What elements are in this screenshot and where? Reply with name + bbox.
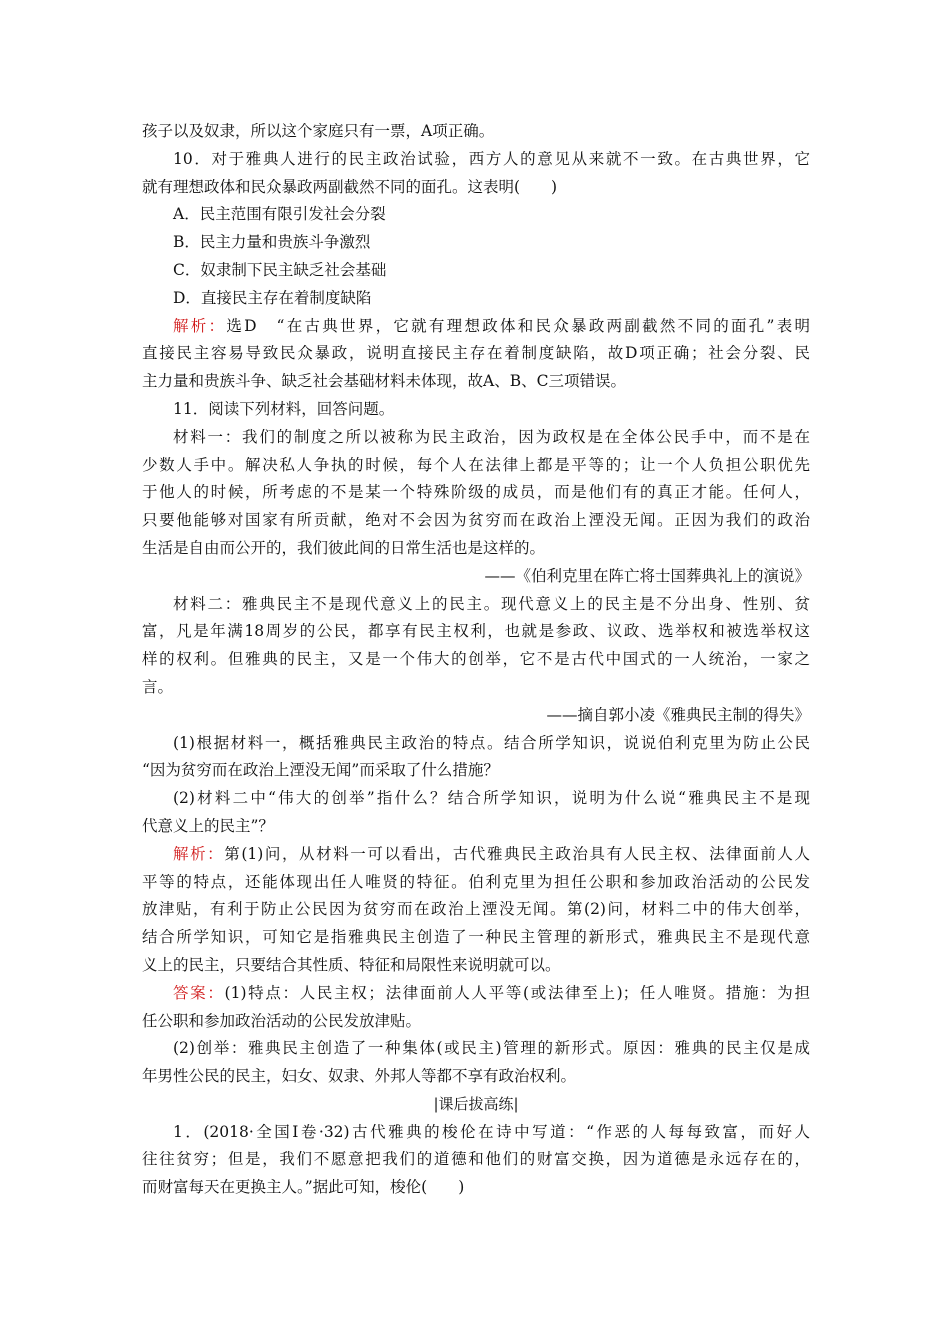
analysis-11-cont: 义上的民主，只要结合其性质、特征和局限性来说明就可以。 [142, 955, 561, 974]
analysis-11: 解析：第(1)问，从材料一可以看出，古代雅典民主政治具有人民主权、法律面前人人 [173, 844, 810, 863]
sub-question-1: (1)根据材料一，概括雅典民主政治的特点。结合所学知识，说说伯利克里为防止公民 [173, 733, 810, 752]
answer-label: 答案： [173, 983, 225, 1002]
sub-question-2-cont: 代意义上的民主”？ [142, 816, 274, 835]
option-a: A．民主范围有限引发社会分裂 [173, 205, 386, 224]
answer-11: 答案：(1)特点：人民主权；法律面前人人平等(或法律至上)；任人唯贤。措施：为担 [173, 983, 810, 1002]
material-2: 材料二：雅典民主不是现代意义上的民主。现代意义上的民主是不分出身、性别、贫 [173, 594, 810, 613]
option-d: D．直接民主存在着制度缺陷 [173, 288, 372, 307]
text-line: 孩子以及奴隶，所以这个家庭只有一票，A项正确。 [142, 122, 495, 140]
section-heading: |课后拔高练| [433, 1094, 519, 1113]
answer-11-part2-cont: 年男性公民的民主，妇女、奴隶、外邦人等都不享有政治权利。 [142, 1067, 577, 1086]
analysis-11-cont: 放津贴，有利于防止公民因为贫穷而在政治上湮没无闻。第(2)问，材料二中的伟大创举， [142, 900, 810, 919]
material-1-cont: 生活是自由而公开的，我们彼此间的日常生活也是这样的。 [142, 538, 546, 557]
material-1: 材料一：我们的制度之所以被称为民主政治，因为政权是在全体公民手中，而不是在 [173, 427, 810, 446]
question-11-stem: 11．阅读下列材料，回答问题。 [173, 399, 395, 418]
analysis-11-cont: 平等的特点，还能体现出任人唯贤的特征。伯利克里为担任公职和参加政治活动的公民发 [142, 872, 810, 891]
material-2-cont: 富，凡是年满18周岁的公民，都享有民主权利，也就是参政、议政、选举权和被选举权这 [142, 622, 810, 641]
analysis-label: 解析： [173, 844, 225, 863]
analysis-label: 解析： [173, 316, 227, 335]
sub-question-1-cont: “因为贫穷而在政治上湮没无闻”而采取了什么措施？ [142, 761, 499, 780]
sub-question-2: (2)材料二中“伟大的创举”指什么？结合所学知识，说明为什么说“雅典民主不是现 [173, 789, 810, 808]
question-10-stem: 10．对于雅典人进行的民主政治试验，西方人的意见从来就不一致。在古典世界，它 [173, 149, 810, 168]
material-1-cont: 只要他能够对国家有所贡献，绝对不会因为贫穷而在政治上湮没无闻。正因为我们的政治 [142, 511, 810, 530]
question-1-stem-cont: 而财富每天在更换主人。”据此可知，梭伦( ) [142, 1178, 465, 1197]
analysis-10-cont: 主力量和贵族斗争、缺乏社会基础材料未体现，故A、B、C三项错误。 [142, 372, 626, 391]
material-2-cont: 样的权利。但雅典的民主，又是一个伟大的创举，它不是古代中国式的一人统治，一家之 [142, 650, 810, 669]
answer-11-part2: (2)创举：雅典民主创造了一种集体(或民主)管理的新形式。原因：雅典的民主仅是成 [173, 1039, 810, 1058]
question-1-stem-cont: 往往贫穷；但是，我们不愿意把我们的道德和他们的财富交换，因为道德是永远存在的， [142, 1150, 810, 1169]
question-1-stem: 1．(2018·全国Ⅰ卷·32)古代雅典的梭伦在诗中写道：“作恶的人每每致富，而好人 [173, 1122, 810, 1141]
option-c: C．奴隶制下民主缺乏社会基础 [173, 260, 387, 279]
analysis-11-cont: 结合所学知识，可知它是指雅典民主创造了一种民主管理的新形式，雅典民主不是现代意 [142, 928, 810, 947]
option-b: B．民主力量和贵族斗争激烈 [173, 233, 371, 252]
answer-11-cont: 任公职和参加政治活动的公民发放津贴。 [142, 1011, 422, 1030]
material-2-cont: 言。 [142, 677, 174, 696]
material-1-source: ——《伯利克里在阵亡将士国葬典礼上的演说》 [484, 566, 810, 585]
material-2-source: ——摘自郭小凌《雅典民主制的得失》 [546, 705, 810, 724]
question-10-stem-cont: 就有理想政体和民众暴政两副截然不同的面孔。这表明( ) [142, 177, 558, 196]
analysis-10-cont: 直接民主容易导致民众暴政，说明直接民主存在着制度缺陷，故D项正确；社会分裂、民 [142, 344, 810, 363]
material-1-cont: 少数人手中。解决私人争执的时候，每个人在法律上都是平等的；让一个人负担公职优先 [142, 455, 810, 474]
material-1-cont: 于他人的时候，所考虑的不是某一个特殊阶级的成员，而是他们有的真正才能。任何人， [142, 483, 810, 502]
analysis-10: 解析：选D “在古典世界，它就有理想政体和民众暴政两副截然不同的面孔”表明 [173, 316, 810, 335]
document-page [142, 118, 810, 1202]
